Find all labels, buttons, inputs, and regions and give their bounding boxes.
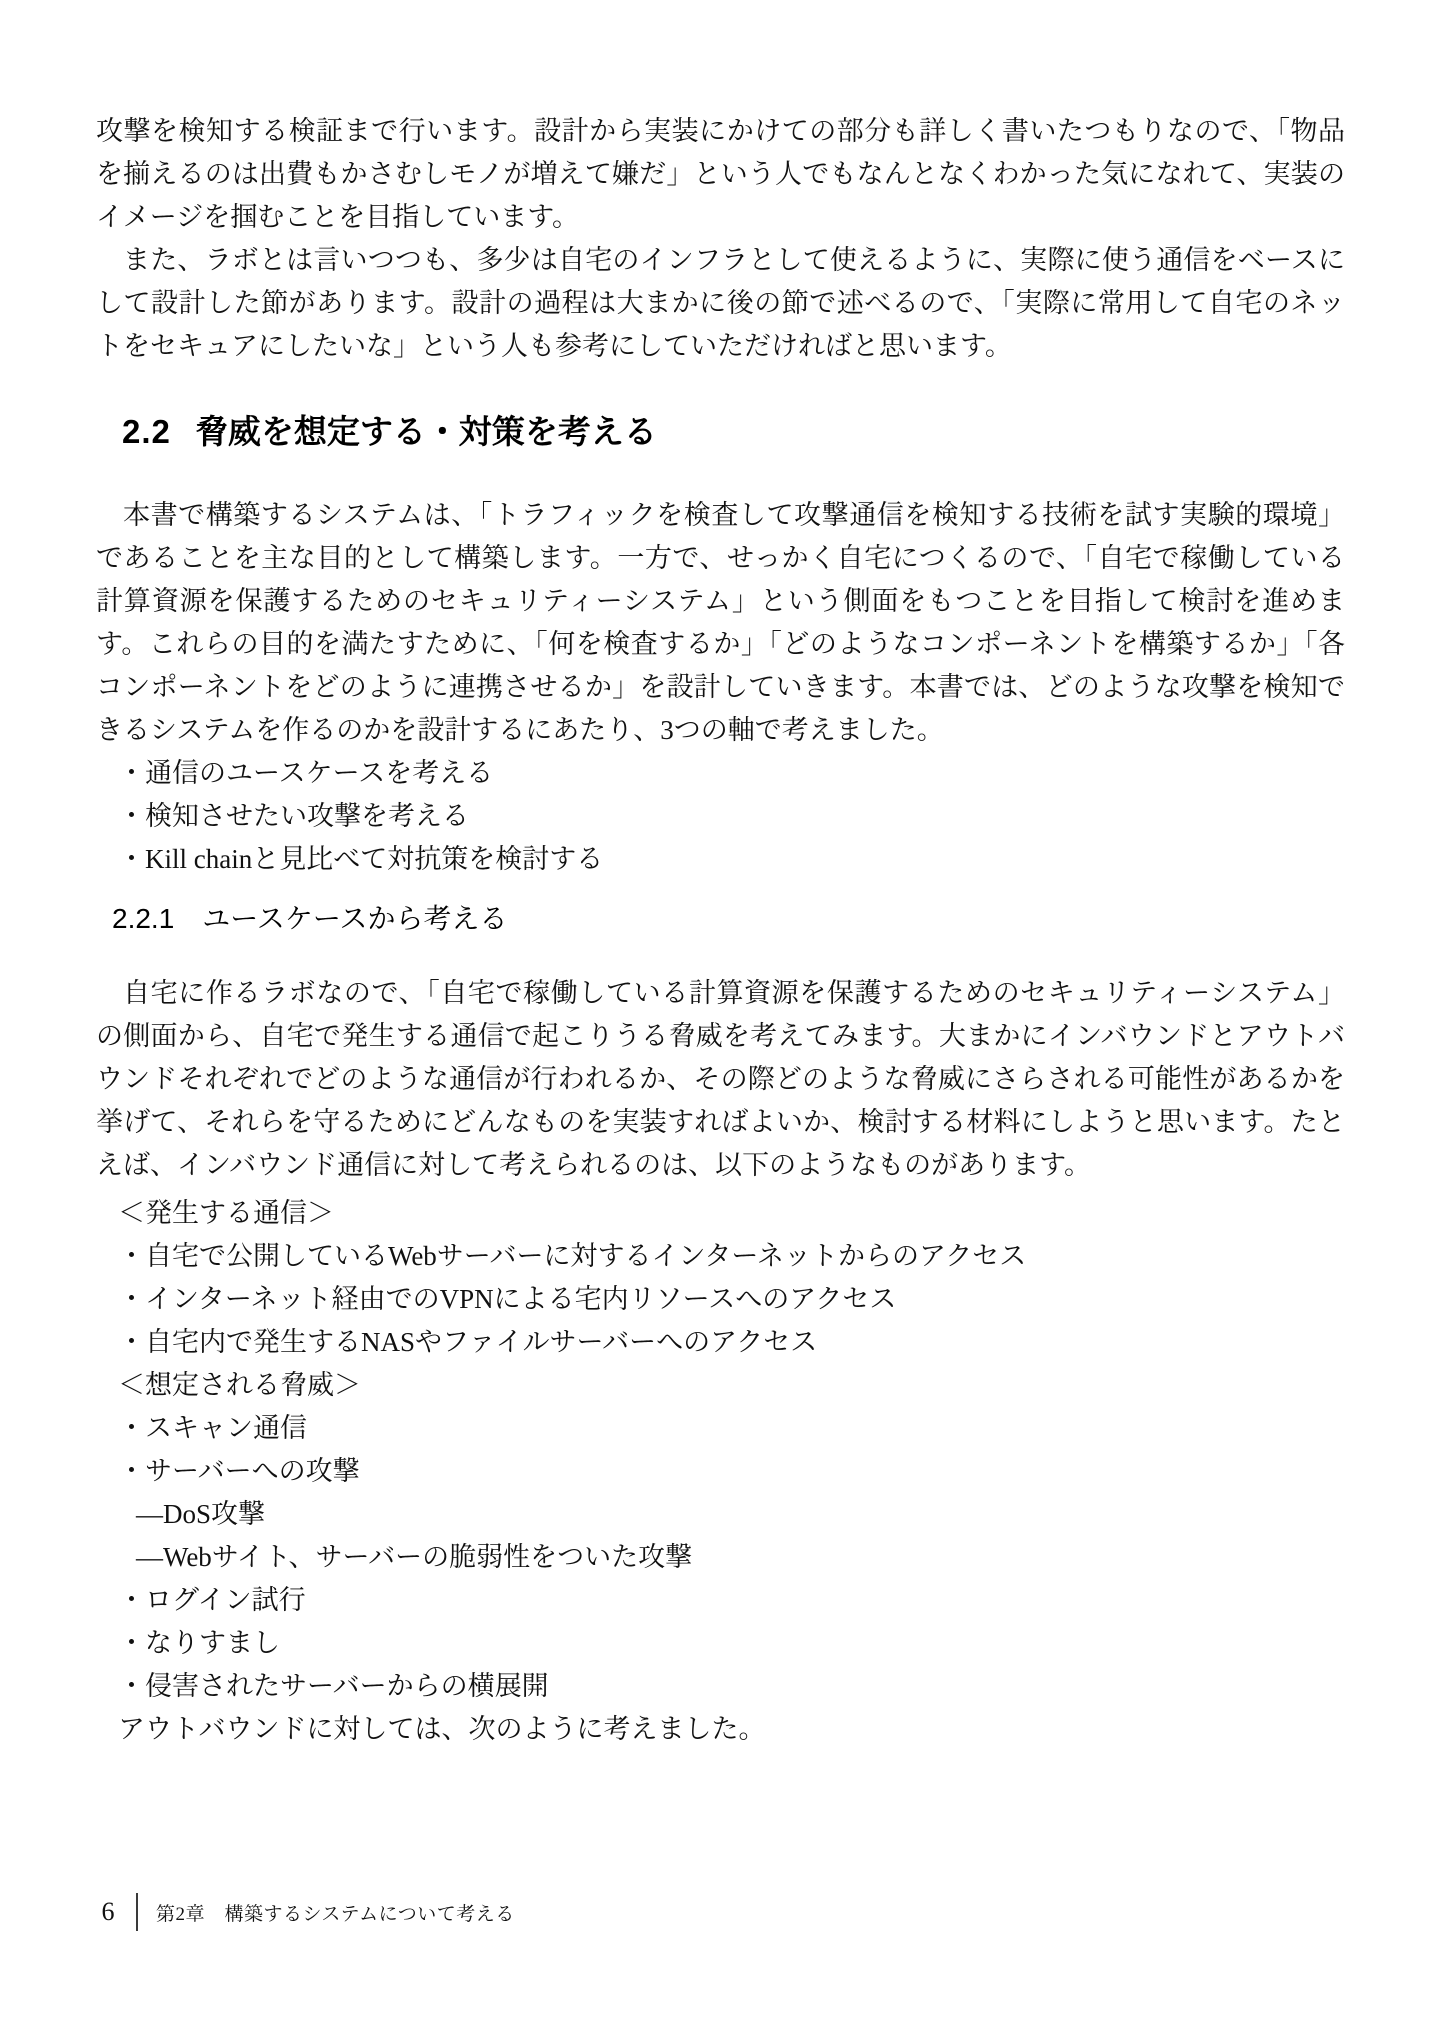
list-item: ・Kill chainと見比べて対抗策を検討する (118, 844, 604, 874)
list-item: ・ログイン試行 (118, 1585, 306, 1615)
traffic-threat-list (96, 1192, 1345, 1751)
subsection-paragraph: 自宅に作るラボなので、「自宅で稼働している計算資源を保護するためのセキュリティーシステム」の側面から、自宅で発生する通信で起こりうる脅威を考えてみます。大まかにインバウンドとアウトバウンドそれぞれでどのような通信が行われるか、その際どのような脅威にさらされる可能性があるかを挙げて、それらを守るためにどんなものを実装すればよいか、検討する材料にしようと思います。たとえば、インバウンド通信に対して考えられるのは、以下のようなものがあります。 (96, 978, 1345, 1180)
page-footer (96, 1893, 515, 1931)
list-item: ・スキャン通信 (118, 1413, 307, 1443)
footer-divider (136, 1893, 138, 1931)
axes-list (96, 752, 1345, 881)
list-header: ＜想定される脅威＞ (118, 1370, 361, 1400)
list-item: ・侵害されたサーバーからの横展開 (118, 1671, 549, 1701)
list-closing-line: アウトバウンドに対しては、次のように考えました。 (118, 1714, 766, 1744)
section-number: 2.2 (122, 413, 171, 450)
list-item: ・自宅内で発生するNASやファイルサーバーへのアクセス (118, 1327, 818, 1357)
section-heading (122, 410, 1345, 454)
list-item: ・なりすまし (118, 1628, 280, 1658)
list-subitem: ―DoS攻撃 (136, 1499, 266, 1529)
list-item: ・サーバーへの攻撃 (118, 1456, 360, 1486)
list-header: ＜発生する通信＞ (118, 1198, 334, 1228)
list-item: ・自宅で公開しているWebサーバーに対するインターネットからのアクセス (118, 1241, 1027, 1271)
subsection-heading (112, 902, 1345, 936)
section-intro-paragraph: 本書で構築するシステムは、「トラフィックを検査して攻撃通信を検知する技術を試す実験的環境」であることを主な目的として構築します。一方で、せっかく自宅につくるので、「自宅で稼働している計算資源を保護するためのセキュリティーシステム」という側面をもつことを目指して検討を進めます。これらの目的を満たすために、「何を検査するか」「どのようなコンポーネントを構築するか」「各コンポーネントをどのように連携させるか」を設計していきます。本書では、どのような攻撃を検知できるシステムを作るのかを設計するにあたり、3つの軸で考えました。 (96, 500, 1345, 745)
subsection-number: 2.2.1 (112, 903, 175, 934)
page-number: 6 (101, 1897, 115, 1926)
footer-chapter-label: 第2章 構築するシステムについて考える (156, 1903, 515, 1925)
page-content (96, 110, 1345, 1751)
subsection-title: ユースケースから考える (202, 903, 508, 934)
section-title: 脅威を想定する・対策を考える (194, 413, 657, 450)
list-item: ・検知させたい攻撃を考える (118, 801, 469, 831)
paragraph-lab-note: また、ラボとは言いつつも、多少は自宅のインフラとして使えるように、実際に使う通信をベースにして設計した節があります。設計の過程は大まかに後の節で述べるので、「実際に常用して自宅のネットをセキュアにしたいな」という人も参考にしていただければと思います。 (96, 245, 1345, 361)
list-item: ・通信のユースケースを考える (118, 758, 494, 788)
list-subitem: ―Webサイト、サーバーの脆弱性をついた攻撃 (136, 1542, 693, 1572)
list-item: ・インターネット経由でのVPNによる宅内リソースへのアクセス (118, 1284, 897, 1314)
paragraph-continuation: 攻撃を検知する検証まで行います。設計から実装にかけての部分も詳しく書いたつもりなので、「物品を揃えるのは出費もかさむしモノが増えて嫌だ」という人でもなんとなくわかった気になれて、実装のイメージを掴むことを目指しています。 (96, 116, 1345, 232)
